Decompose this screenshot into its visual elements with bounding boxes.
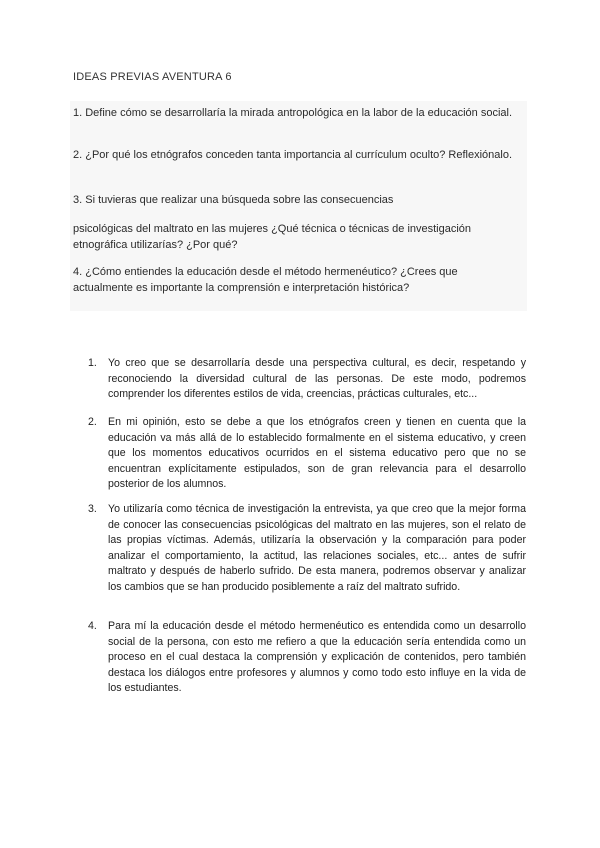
answer-text: En mi opinión, esto se debe a que los etnógrafos creen y tienen en cuenta que la educación va más allá de lo establecido formalmente en el sistema educativo, y creen que los momentos educativos ocurridos en el sistema educativo pero que no se encuentran explícitamente estipulados, son de gran relevancia para el desarrollo posterior de los alumnos. [108,416,526,490]
answer-number: 3. [88,503,97,515]
question-2: 2. ¿Por qué los etnógrafos conceden tanta importancia al currículum oculto? Reflexiónalo. [73,149,513,161]
question-3-intro: 3. Si tuvieras que realizar una búsqueda sobre las consecuencias [73,194,394,206]
answer-number: 4. [88,620,97,632]
answer-number: 2. [88,416,97,428]
page-title: IDEAS PREVIAS AVENTURA 6 [73,71,232,83]
answer-text: Para mí la educación desde el método hermenéutico es entendida como un desarrollo social de la persona, con esto me refiero a que la educación sería entendida como un proceso en el cual destaca la comprensión y explicación de contenidos, pero también destaca los diálogos entre profesores y alumnos y como todo esto influye en la vida de los estudiantes. [108,620,526,694]
answer-text: Yo utilizaría como técnica de investigación la entrevista, ya que creo que la mejor forma de conocer las consecuencias psicológicas del maltrato en las mujeres, son el relato de las propias víctimas. Además, utilizaría la observación y la comparación para poder analizar el comportamiento, la actitud, las relaciones sociales, etc... antes de sufrir maltrato y después de haberlo sufrido. De esta manera, podremos observar y analizar los cambios que se han producido posiblemente a raíz del maltrato sufrido. [108,503,526,593]
answer-number: 1. [88,357,97,369]
question-1: 1. Define cómo se desarrollaría la mirada antropológica en la labor de la educación social. [73,107,513,119]
question-4: 4. ¿Cómo entiendes la educación desde el método hermenéutico? ¿Crees que actualmente es importante la comprensión e interpretación histórica? [73,266,458,294]
question-3-continued: psicológicas del maltrato en las mujeres ¿Qué técnica o técnicas de investigación etnográfica utilizarías? ¿Por qué? [73,223,472,251]
answer-text: Yo creo que se desarrollaría desde una perspectiva cultural, es decir, respetando y reconociendo la diversidad cultural de las personas. De este modo, podremos comprender los diferentes estilos de vida, creencias, prácticas culturales, etc... [108,357,526,400]
